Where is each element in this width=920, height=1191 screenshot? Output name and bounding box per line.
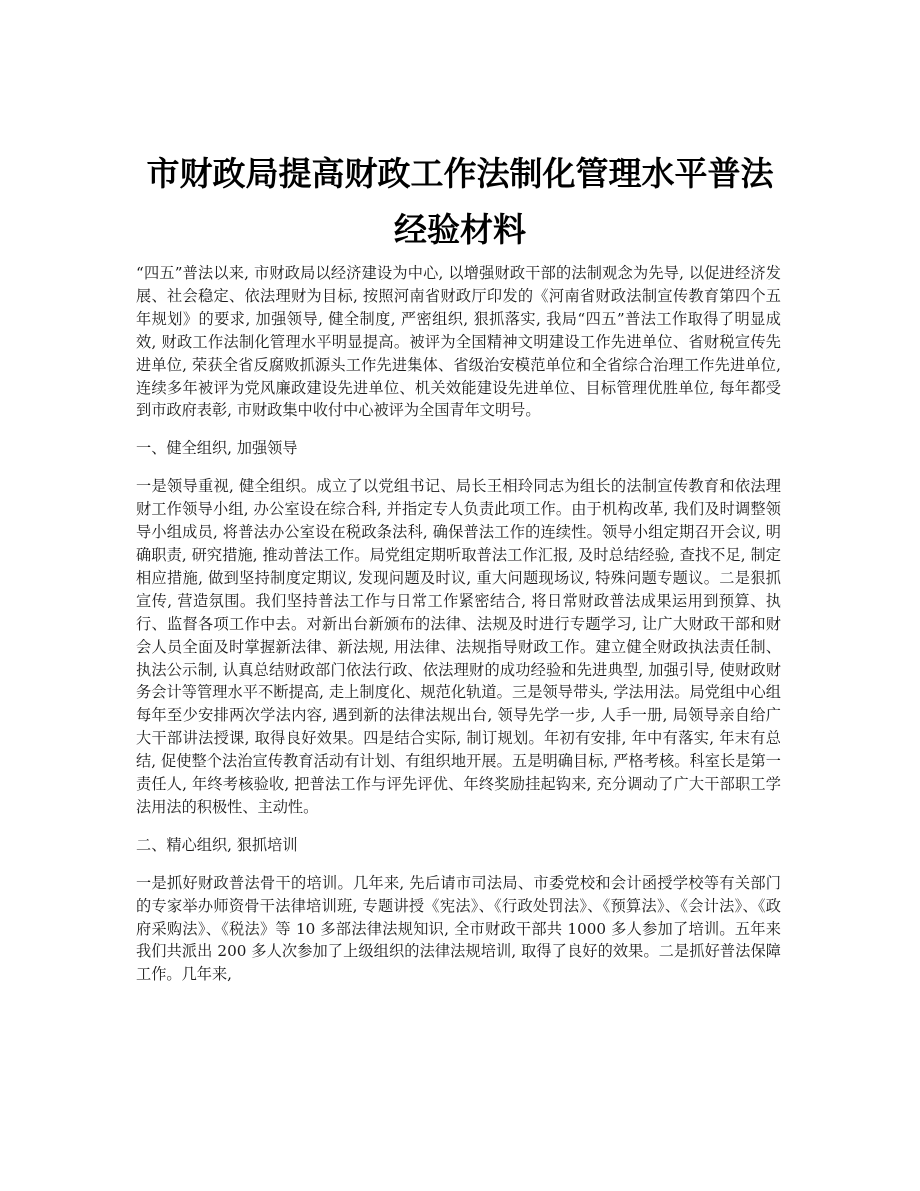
page-title bbox=[120, 146, 800, 258]
section-1-paragraph: 一是领导重视, 健全组织。成立了以党组书记、局长王相玲同志为组长的法制宣传教育和依法理财工作领导小组, 办公室设在综合科, 并指定专人负责此项工作。由于机构改革, 我们及时调整领导小组成员, 将普法办公室设在税政条法科, 确保普法工作的连续性。领导小组定期召开会议, 明确职责, 研究措施, 推动普法工作。局党组定期听取普法工作汇报, 及时总结经验, 查找不足, 制定相应措施, 做到坚持制度定期议, 发现问题及时议, 重大问题现场议, 特殊问题专题议。二是狠抓宣传, 营造氛围。我们坚持普法工作与日常工作紧密结合, 将日常财政普法成果运用到预算、执行、监督各项工作中去。对新出台新颁布的法律、法规及时进行专题学习, 让广大财政干部和财会人员全面及时掌握新法律、新法规, 用法律、法规指导财政工作。建立健全财政执法责任制、执法公示制, 认真总结财政部门依法行政、依法理财的成功经验和先进典型, 加强引导, 使财政财务会计等管理水平不断提高, 走上制度化、规范化轨道。三是领导带头, 学法用法。局党组中心组每年至少安排两次学法内容, 遇到新的法律法规出台, 领导先学一步, 人手一册, 局领导亲自给广大干部讲法授课, 取得良好效果。四是结合实际, 制订规划。年初有安排, 年中有落实, 年末有总结, 促使整个法治宣传教育活动有计划、有组织地开展。五是明确目标, 严格考核。科室长是第一责任人, 年终考核验收, 把普法工作与评先评优、年终奖励挂起钩来, 充分调动了广大干部职工学法用法的积极性、主动性。 bbox=[136, 477, 781, 816]
intro-paragraph: “四五”普法以来, 市财政局以经济建设为中心, 以增强财政干部的法制观念为先导, 以促进经济发展、社会稳定、依法理财为目标, 按照河南省财政厅印发的《河南省财政法制宣传教育第四个五年规划》的要求, 加强领导, 健全制度, 严密组织, 狠抓落实, 我局“四五”普法工作取得了明显成效, 财政工作法制化管理水平明显提高。被评为全国精神文明建设工作先进单位、省财税宣传先进单位, 荣获全省反腐败抓源头工作先进集体、省级治安模范单位和全省综合治理工作先进单位, 连续多年被评为党风廉政建设先进单位、机关效能建设先进单位、目标管理优胜单位, 每年都受到市政府表彰, 市财政集中收付中心被评为全国青年文明号。 bbox=[136, 264, 781, 420]
section-heading-1: 一、健全组织, 加强领导 bbox=[136, 439, 298, 458]
title-line-1: 市财政局提高财政工作法制化管理水平普法 bbox=[146, 154, 774, 193]
title-line-2: 经验材料 bbox=[394, 210, 526, 249]
document-body bbox=[136, 262, 781, 1001]
section-2-paragraph: 一是抓好财政普法骨干的培训。几年来, 先后请市司法局、市委党校和会计函授学校等有关部门的专家举办师资骨干法律培训班, 专题讲授《宪法》、《行政处罚法》、《预算法》、《会计法》、《政府采购法》、《税法》等 10 多部法律法规知识, 全市财政干部共 1000 多人参加了培训。五年来我们共派出 200 多人次参加了上级组织的法律法规培训, 取得了良好的效果。二是抓好普法保障工作。几年来, bbox=[136, 873, 781, 984]
section-heading-2: 二、精心组织, 狠抓培训 bbox=[136, 835, 298, 854]
